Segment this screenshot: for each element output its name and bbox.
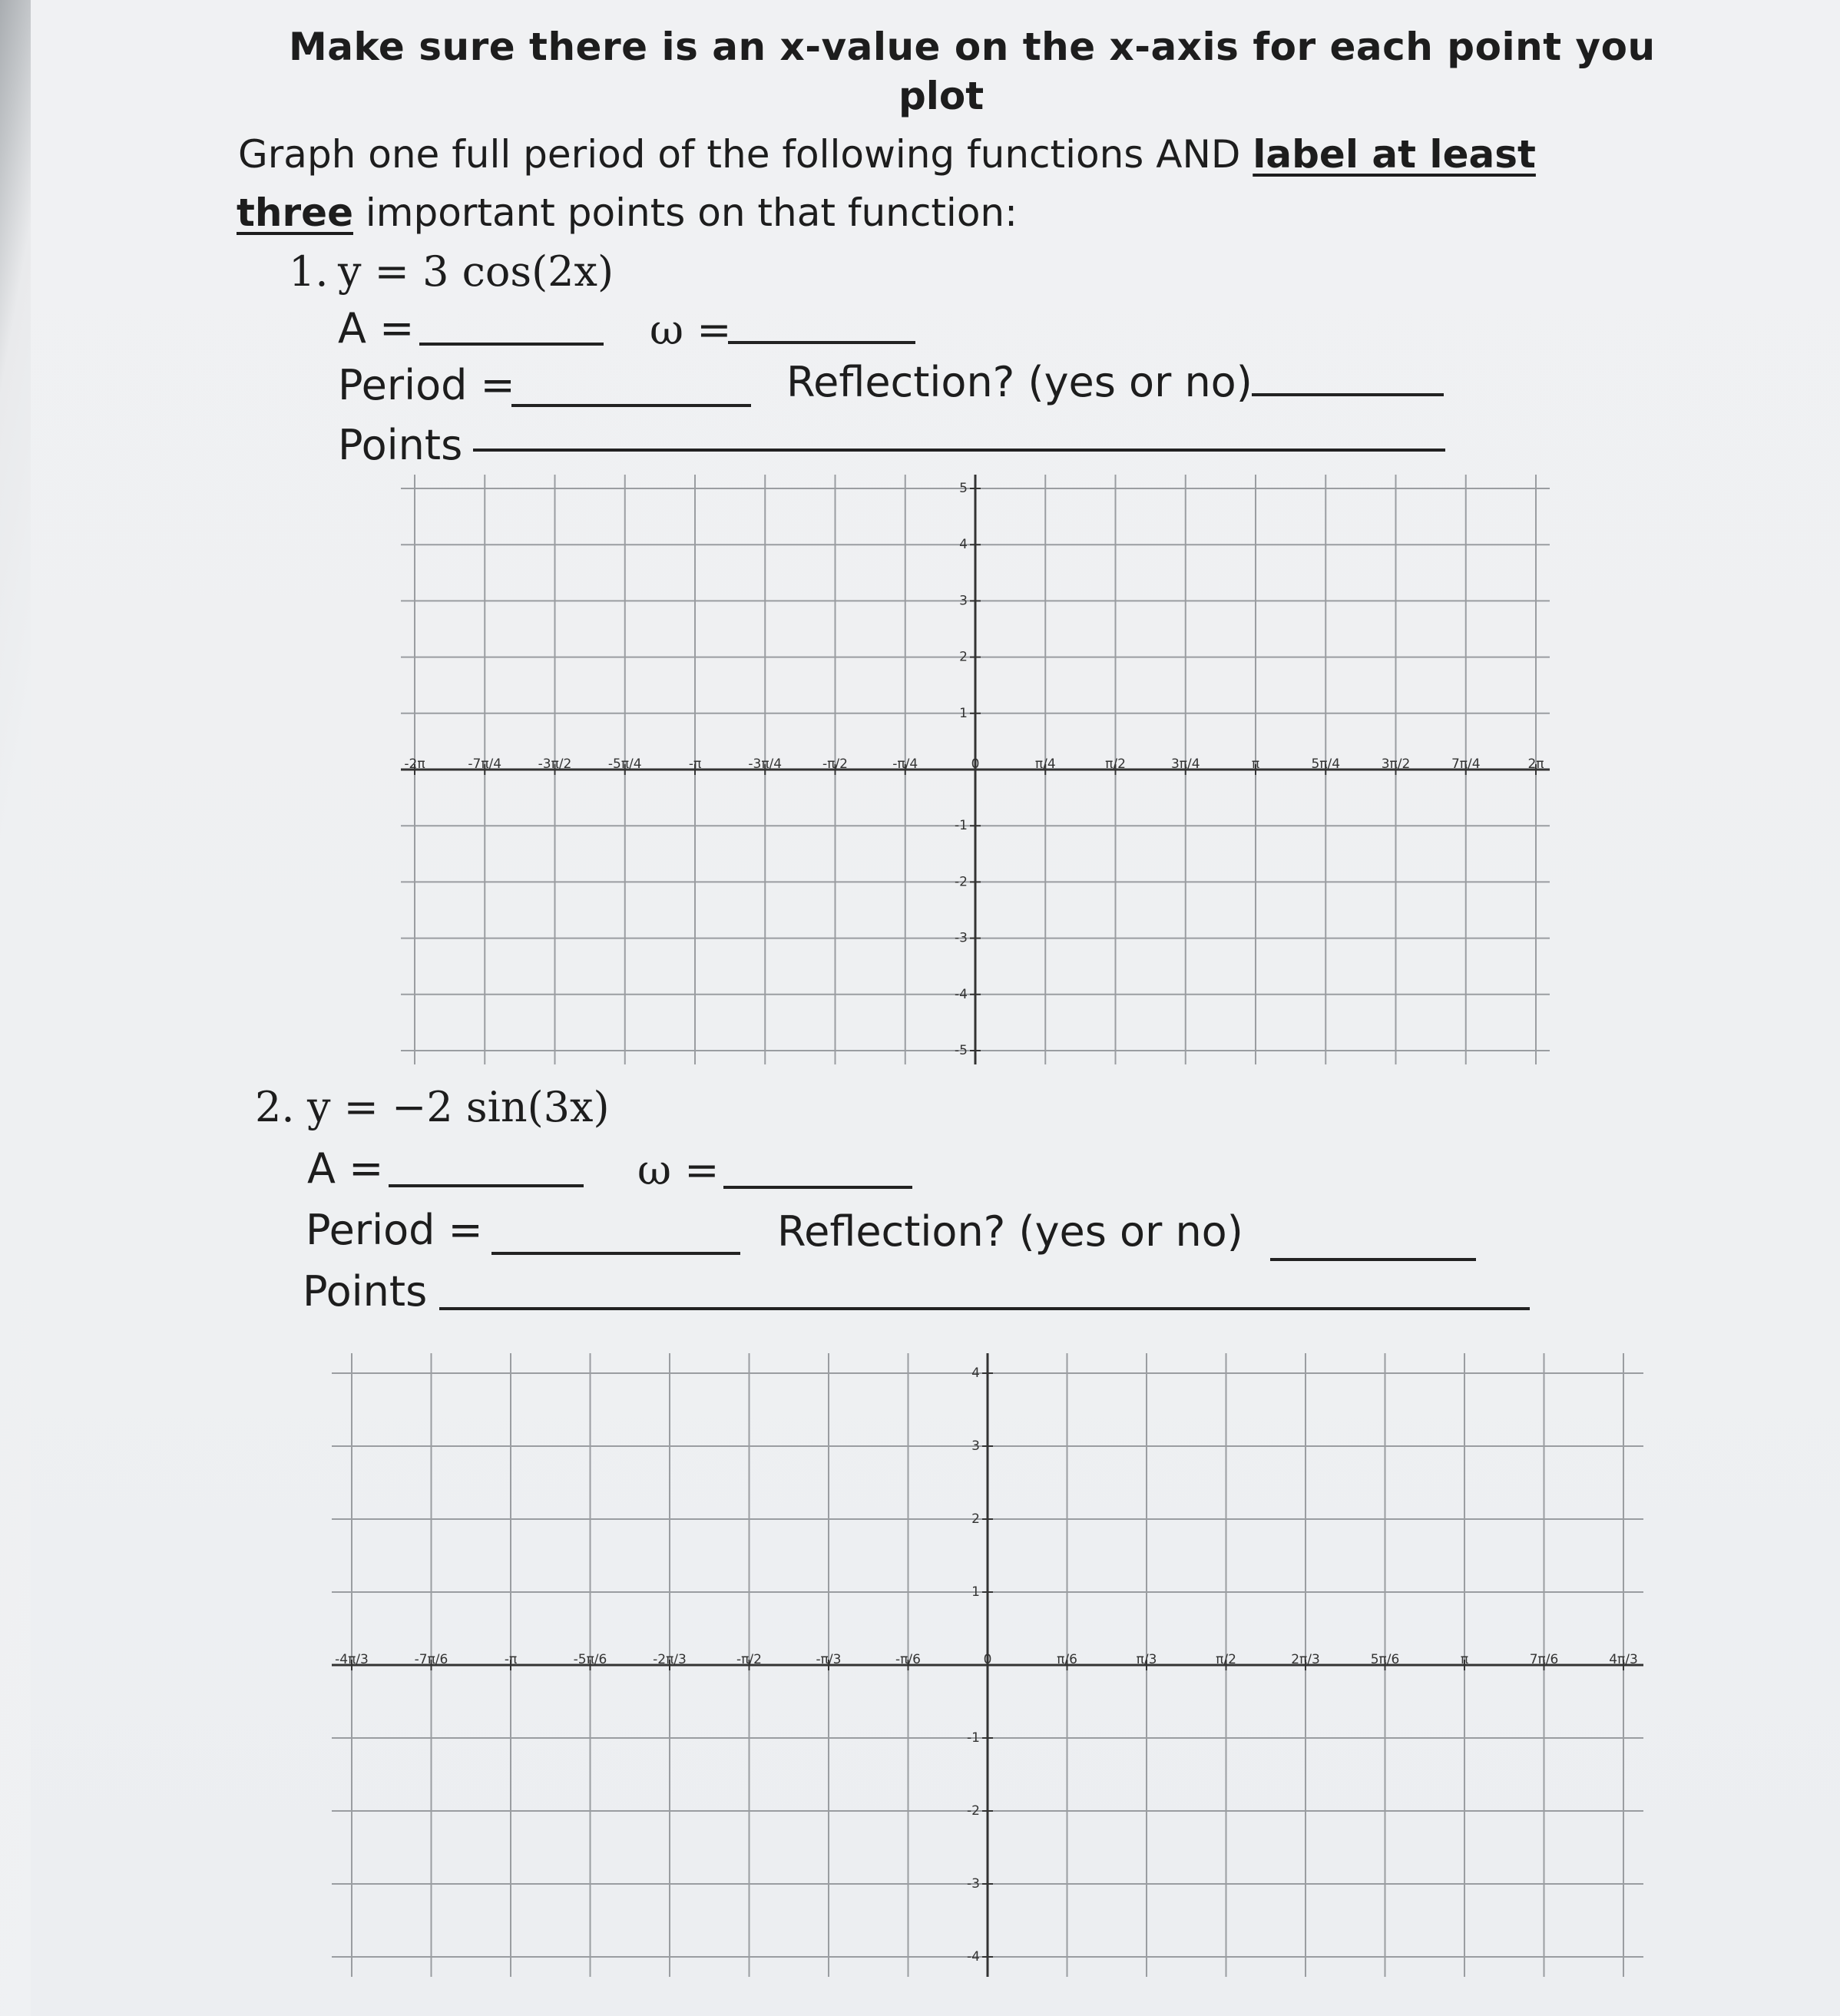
graph-1-x-tick-label: 0	[971, 756, 980, 772]
graph-2-x-tick-label: 5π/6	[1370, 1652, 1400, 1667]
problem-2-a-label: A =	[307, 1144, 384, 1193]
problem-2-equation: y = −2 sin(3x)	[307, 1083, 610, 1131]
instruction-line-3-text: Graph one full period of the following functions AND	[238, 132, 1253, 177]
graph-1-y-tick-label: -3	[955, 930, 968, 946]
graph-1-x-tick-label: -3π/4	[748, 756, 783, 772]
graph-1-y-tick-label: 1	[959, 705, 968, 721]
graph-2-x-tick-label: -π	[504, 1652, 518, 1667]
graph-2-x-tick-label: -5π/6	[573, 1652, 607, 1667]
problem-2-points-label: Points	[303, 1267, 428, 1316]
graph-2-x-tick-label: -4π/3	[335, 1652, 369, 1667]
graph-1-y-tick-label: 4	[959, 537, 968, 553]
problem-2-a-blank[interactable]	[389, 1184, 584, 1187]
graph-1-y-tick-label: -1	[955, 818, 968, 834]
graph-2-x-tick-label: -π/2	[736, 1652, 762, 1667]
graph-1-x-tick-label: -π/4	[892, 756, 918, 772]
problem-1-omega-blank[interactable]	[728, 341, 915, 344]
problem-2-period-blank[interactable]	[491, 1252, 740, 1255]
problem-2-omega-label: ω =	[637, 1146, 720, 1194]
graph-2-y-tick-label: 4	[971, 1366, 980, 1381]
graph-2-x-tick-label: -7π/6	[414, 1652, 448, 1667]
graph-1-x-tick-label: -5π/4	[607, 756, 642, 772]
graph-2-y-tick-label: -2	[967, 1803, 980, 1819]
graph-2-x-tick-label: π/3	[1136, 1652, 1157, 1667]
instruction-line-1: Make sure there is an x-value on the x-axis for each point you	[289, 25, 1656, 69]
problem-1-points-label: Points	[338, 421, 463, 469]
graph-1-x-tick-label: -π/2	[822, 756, 848, 772]
graph-1-x-tick-label: π/4	[1034, 756, 1056, 772]
problem-1-a-label: A =	[338, 304, 415, 353]
problem-2-omega-blank[interactable]	[723, 1186, 912, 1189]
graph-1-x-tick-label: 2π	[1527, 756, 1544, 772]
graph-2-x-tick-label: -π/6	[895, 1652, 921, 1667]
graph-2-y-tick-label: -1	[967, 1730, 980, 1746]
graph-1-y-tick-label: 2	[959, 649, 968, 665]
problem-1-graph[interactable]	[323, 470, 1582, 1069]
graph-2-y-tick-label: 2	[971, 1511, 980, 1527]
graph-1-x-tick-label: 3π/4	[1170, 756, 1200, 772]
instruction-line-4	[237, 190, 1018, 235]
graph-2-x-tick-label: 0	[983, 1652, 992, 1667]
graph-2-y-tick-label: 3	[971, 1438, 980, 1454]
graph-2-x-tick-label: π/2	[1216, 1652, 1236, 1667]
problem-1-period-label: Period =	[338, 361, 515, 409]
graph-2-x-tick-label: -π/3	[816, 1652, 842, 1667]
instruction-emphasis-label: label at least	[1253, 132, 1536, 177]
graph-1-y-tick-label: 3	[959, 593, 968, 609]
problem-1-period-blank[interactable]	[511, 404, 751, 407]
problem-1-omega-label: ω =	[650, 306, 732, 354]
problem-1-reflection-blank[interactable]	[1252, 393, 1444, 396]
problem-1-points-blank[interactable]	[473, 449, 1445, 452]
graph-1-x-tick-label: 7π/4	[1451, 756, 1481, 772]
problem-2-period-label: Period =	[306, 1206, 483, 1254]
problem-2-points-blank[interactable]	[439, 1307, 1530, 1310]
graph-1-y-tick-label: 5	[959, 481, 968, 496]
graph-1-x-tick-label: π/2	[1105, 756, 1126, 772]
graph-1-x-tick-label: 5π/4	[1311, 756, 1341, 772]
graph-1-x-tick-label: -3π/2	[538, 756, 572, 772]
problem-2-graph[interactable]	[287, 1339, 1662, 1985]
graph-2-x-tick-label: π/6	[1057, 1652, 1077, 1667]
problem-1-reflection-label: Reflection? (yes or no)	[786, 358, 1253, 406]
instruction-emphasis-three: three	[237, 190, 353, 235]
problem-2-number: 2.	[255, 1083, 295, 1131]
graph-2-y-tick-label: 1	[971, 1584, 980, 1600]
graph-2-y-tick-label: -4	[967, 1949, 980, 1965]
problem-2-reflection-label: Reflection? (yes or no)	[777, 1207, 1243, 1256]
instruction-line-3	[238, 132, 1536, 177]
worksheet-page	[31, 0, 1840, 2016]
graph-1-y-tick-label: -5	[955, 1043, 968, 1058]
problem-1-number: 1.	[289, 247, 329, 296]
graph-2-x-tick-label: π	[1460, 1652, 1469, 1667]
graph-2-y-tick-label: -3	[967, 1876, 980, 1892]
problem-1-equation: y = 3 cos(2x)	[338, 247, 614, 296]
instruction-line-4-text: important points on that function:	[352, 190, 1018, 235]
graph-1-x-tick-label: 3π/2	[1381, 756, 1411, 772]
graph-1-y-tick-label: -2	[955, 874, 968, 890]
graph-2-x-tick-label: 2π/3	[1291, 1652, 1320, 1667]
graph-1-x-tick-label: -7π/4	[468, 756, 502, 772]
graph-1-x-tick-label: π	[1251, 756, 1260, 772]
graph-2-x-tick-label: -2π/3	[653, 1652, 687, 1667]
graph-2-x-tick-label: 4π/3	[1609, 1652, 1638, 1667]
instruction-line-2: plot	[898, 74, 985, 118]
graph-2-x-tick-label: 7π/6	[1529, 1652, 1559, 1667]
graph-1-y-tick-label: -4	[955, 986, 968, 1002]
problem-2-reflection-blank[interactable]	[1270, 1258, 1476, 1261]
graph-1-x-tick-label: -π	[688, 756, 702, 772]
problem-1-a-blank[interactable]	[419, 343, 604, 346]
graph-1-x-tick-label: -2π	[404, 756, 425, 772]
